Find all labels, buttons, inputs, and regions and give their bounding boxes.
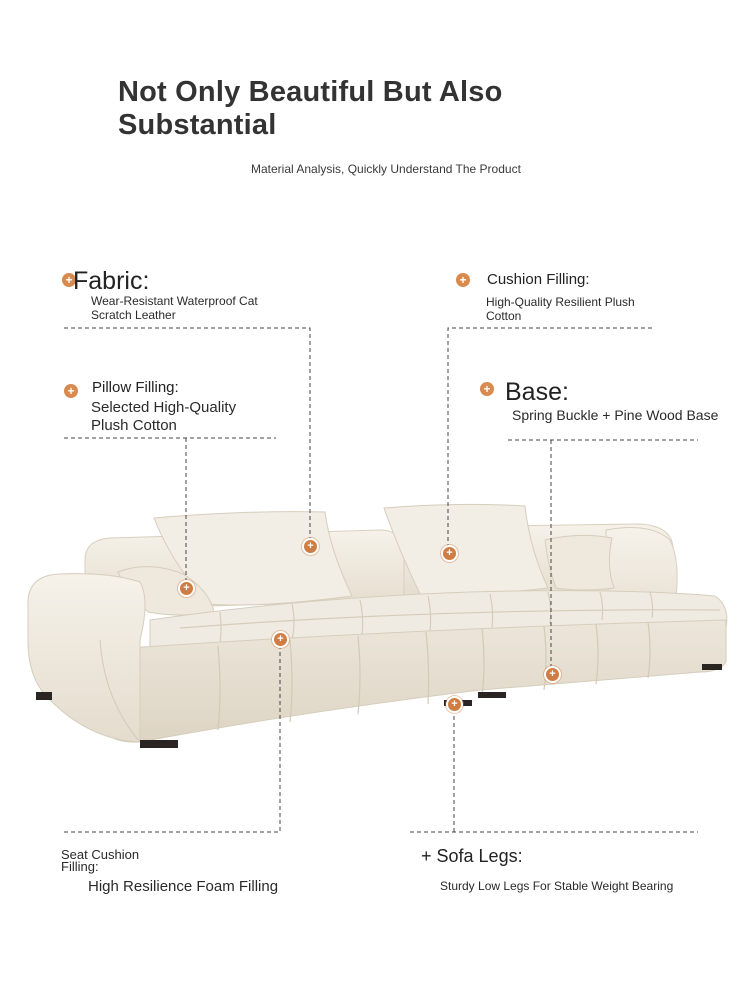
cushion-bullet-icon: + (456, 273, 470, 287)
base-bullet-icon: + (480, 382, 494, 396)
fabric-label: Fabric: (73, 267, 150, 295)
cushion-marker-icon[interactable]: + (441, 545, 458, 562)
cushion-filling-label: Cushion Filling: (487, 271, 590, 288)
pillow-marker-icon[interactable]: + (178, 580, 195, 597)
seat-cushion-label: Seat Cushion Filling: (61, 847, 140, 874)
pillow-filling-label: Pillow Filling: (92, 379, 179, 396)
sofa-legs-label: + Sofa Legs: (421, 846, 523, 866)
pillow-bullet-icon: + (64, 384, 78, 398)
seat-cushion-marker-icon[interactable]: + (272, 631, 289, 648)
fabric-marker-icon[interactable]: + (302, 538, 319, 555)
base-desc: Spring Buckle + Pine Wood Base (512, 407, 719, 423)
cushion-filling-desc: High-Quality Resilient Plush Cotton (486, 295, 635, 323)
page-title: Not Only Beautiful But Also Substantial (118, 76, 503, 141)
pillow-small-right (545, 535, 614, 590)
page-subtitle: Material Analysis, Quickly Understand The Product (251, 162, 521, 176)
base-marker-icon[interactable]: + (544, 666, 561, 683)
seat-cushion-desc: High Resilience Foam Filling (88, 878, 279, 895)
legs-marker-icon[interactable]: + (446, 696, 463, 713)
sofa-left-arm (28, 574, 145, 742)
base-label: Base: (505, 378, 569, 406)
fabric-desc: Wear-Resistant Waterproof Cat Scratch Leather (91, 294, 258, 322)
pillow-filling-desc: Selected High-Quality Plush Cotton (91, 399, 237, 434)
sofa-legs-desc: Sturdy Low Legs For Stable Weight Bearing (440, 879, 674, 893)
fabric-bullet-icon: + (62, 273, 76, 287)
